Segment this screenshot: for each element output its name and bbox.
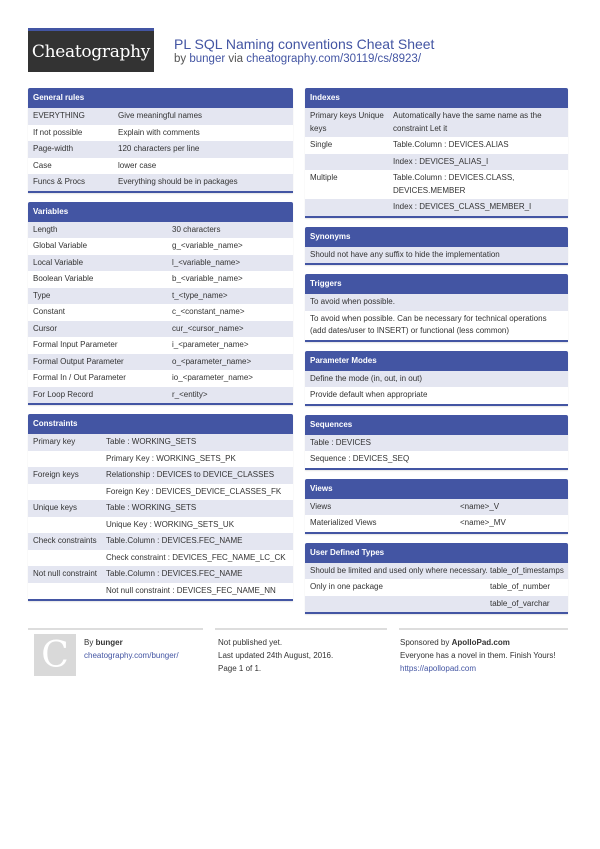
row-value: Table.Column : DEVICES.FEC_NAME	[106, 536, 243, 545]
row-label: Page-width	[33, 144, 74, 153]
table-row	[28, 141, 293, 158]
table-row	[305, 596, 568, 613]
row-value: Not null constraint : DEVICES_FEC_NAME_NN	[106, 585, 276, 595]
row-value: lower case	[118, 160, 157, 170]
row-value: Provide default when appropriate	[310, 390, 428, 399]
table-row	[28, 451, 293, 468]
row-value: Check constraint : DEVICES_FEC_NAME_LC_CK	[106, 552, 286, 562]
row-label: Case	[33, 160, 52, 170]
published-status: Not published yet.	[218, 638, 283, 647]
row-label: Materialized Views	[310, 518, 377, 527]
table-row	[28, 484, 293, 501]
section-heading: User Defined Types	[305, 543, 568, 563]
row-label: Formal Input Parameter	[33, 340, 118, 349]
row-label: Formal Output Parameter	[33, 356, 124, 366]
row-value: table_of_timestamps	[490, 565, 564, 575]
row-label: Global Variable	[33, 241, 88, 250]
row-value: 120 characters per line	[118, 144, 200, 153]
table-row	[28, 533, 293, 550]
row-value: Give meaningful names	[118, 111, 203, 120]
row-label: Unique keys	[33, 503, 78, 512]
page-title: PL SQL Naming conventions Cheat Sheet	[174, 36, 435, 52]
row-label: Check constraints	[33, 536, 97, 545]
row-label: Foreign keys	[33, 470, 79, 479]
table-row	[305, 247, 568, 264]
section-synonyms	[305, 227, 568, 266]
table-row	[305, 154, 568, 171]
row-value: Table.Column : DEVICES.FEC_NAME	[106, 569, 243, 578]
row-label: Views	[310, 501, 332, 511]
row-value: g_<variable_name>	[172, 241, 243, 250]
row-label: Only in one package	[310, 582, 383, 591]
row-label	[310, 201, 393, 214]
row-value: Explain with comments	[118, 127, 200, 137]
row-label: Multiple	[310, 173, 338, 182]
section-heading: General rules	[28, 88, 293, 108]
table-row	[28, 174, 293, 191]
footer-divider	[399, 628, 568, 630]
table-row	[28, 321, 293, 338]
row-value: <name>_V	[460, 501, 500, 511]
row-value: Foreign Key : DEVICES_DEVICE_CLASSES_FK	[106, 486, 282, 496]
footer-divider	[215, 628, 387, 630]
row-value: Table : WORKING_SETS	[106, 437, 197, 446]
table-row	[28, 108, 293, 125]
row-label: For Loop Record	[33, 389, 94, 399]
table-row	[28, 387, 293, 404]
row-label: Formal In / Out Parameter	[33, 373, 126, 382]
table-row	[305, 387, 568, 404]
table-row	[28, 550, 293, 567]
last-updated: Last updated 24th August, 2016.	[218, 651, 334, 660]
row-label: Primary key	[33, 437, 76, 446]
table-row	[28, 158, 293, 175]
right-column	[305, 88, 568, 614]
table-row	[28, 583, 293, 600]
row-label: Single	[310, 140, 333, 149]
table-row	[28, 271, 293, 288]
section-variables	[28, 202, 293, 406]
table-row	[305, 311, 568, 340]
table-row	[28, 238, 293, 255]
via-label: via	[228, 53, 244, 65]
row-label: Boolean Variable	[33, 274, 94, 283]
table-row	[305, 563, 568, 580]
row-label	[33, 453, 106, 466]
row-value: i_<parameter_name>	[172, 340, 249, 349]
footer-by-label: By	[84, 638, 94, 647]
row-value: b_<variable_name>	[172, 274, 243, 283]
row-value: 30 characters	[172, 224, 221, 234]
table-row	[28, 304, 293, 321]
row-label: Local Variable	[33, 257, 84, 267]
author-avatar: C	[34, 634, 76, 676]
sponsor-name: ApolloPad.com	[451, 638, 510, 647]
row-label	[310, 156, 393, 169]
footer-status	[218, 636, 333, 675]
row-label: Length	[33, 224, 58, 234]
row-value: Table : DEVICES	[310, 437, 371, 447]
page-number: Page 1 of 1.	[218, 664, 262, 673]
byline	[174, 53, 421, 65]
row-label	[33, 486, 106, 499]
row-label	[33, 552, 106, 565]
row-value: c_<constant_name>	[172, 307, 245, 316]
table-row	[305, 435, 568, 452]
table-row	[28, 337, 293, 354]
row-value: Index : DEVICES_CLASS_MEMBER_I	[393, 202, 532, 211]
section-parameter-modes	[305, 351, 568, 406]
row-value: io_<parameter_name>	[172, 373, 253, 382]
footer-author-link[interactable]: cheatography.com/bunger/	[84, 651, 179, 660]
table-row	[28, 125, 293, 142]
sheet-url-link[interactable]: cheatography.com/30119/cs/8923/	[246, 53, 422, 65]
table-row	[28, 370, 293, 387]
section-heading: Synonyms	[305, 227, 568, 247]
table-row	[28, 500, 293, 517]
row-value: Sequence : DEVICES_SEQ	[310, 454, 410, 463]
row-label: Constant	[33, 307, 66, 316]
table-row	[305, 371, 568, 388]
section-heading: Sequences	[305, 415, 568, 435]
row-value: Table.Column : DEVICES.ALIAS	[393, 140, 509, 149]
row-value: Define the mode (in, out, in out)	[310, 373, 423, 383]
left-column	[28, 88, 293, 601]
row-label: Type	[33, 290, 51, 300]
row-value: table_of_varchar	[490, 598, 550, 608]
row-value: Automatically have the same name as the constraint Let it	[393, 111, 542, 133]
row-label	[33, 585, 106, 598]
section-heading: Variables	[28, 202, 293, 222]
footer-author-name: bunger	[95, 638, 123, 647]
table-row	[28, 354, 293, 371]
section-heading: Triggers	[305, 274, 568, 294]
by-label: by	[174, 53, 187, 65]
row-value: Relationship : DEVICES to DEVICE_CLASSES	[106, 470, 275, 479]
section-user-defined-types	[305, 543, 568, 615]
row-label: Should be limited and used only where necessary.	[310, 565, 488, 575]
table-row	[305, 451, 568, 468]
row-value: Unique Key : WORKING_SETS_UK	[106, 519, 235, 529]
section-constraints	[28, 414, 293, 601]
section-triggers	[305, 274, 568, 342]
table-row	[305, 499, 568, 516]
row-label: Cursor	[33, 323, 58, 333]
table-row	[305, 137, 568, 154]
row-value: Table.Column : DEVICES.CLASS, DEVICES.MEMBER	[393, 173, 515, 195]
row-label	[310, 598, 490, 611]
section-general-rules	[28, 88, 293, 193]
section-indexes	[305, 88, 568, 218]
table-row	[305, 108, 568, 137]
table-row	[28, 255, 293, 272]
section-heading: Constraints	[28, 414, 293, 434]
row-value: cur_<cursor_name>	[172, 323, 244, 333]
row-label: EVERYTHING	[33, 111, 85, 120]
row-value: l_<variable_name>	[172, 257, 241, 267]
row-value: Primary Key : WORKING_SETS_PK	[106, 453, 236, 463]
table-row	[305, 199, 568, 216]
table-row	[28, 517, 293, 534]
table-row	[28, 222, 293, 239]
section-heading: Parameter Modes	[305, 351, 568, 371]
row-value: Index : DEVICES_ALIAS_I	[393, 156, 489, 166]
row-value: Should not have any suffix to hide the implementation	[310, 249, 500, 259]
row-value: t_<type_name>	[172, 290, 228, 300]
footer-author	[84, 636, 179, 662]
cheatography-logo[interactable]: Cheatography	[28, 28, 154, 72]
row-label: If not possible	[33, 127, 83, 137]
section-heading: Indexes	[305, 88, 568, 108]
section-heading: Views	[305, 479, 568, 499]
row-value: table_of_number	[490, 582, 551, 591]
row-label	[33, 519, 106, 532]
table-row	[28, 467, 293, 484]
row-value: To avoid when possible. Can be necessary for technical operations (add dates/user to INSERT) or functional (less common)	[310, 313, 547, 335]
section-sequences	[305, 415, 568, 470]
row-label: Not null constraint	[33, 569, 98, 578]
row-label: Funcs & Procs	[33, 177, 86, 186]
table-row	[28, 288, 293, 305]
table-row	[305, 170, 568, 199]
row-value: Everything should be in packages	[118, 177, 238, 186]
row-label: Primary keys Unique keys	[310, 111, 384, 133]
table-row	[28, 566, 293, 583]
footer-sponsor	[400, 636, 556, 675]
row-value: To avoid when possible.	[310, 297, 395, 306]
table-row	[28, 434, 293, 451]
table-row	[305, 579, 568, 596]
sponsor-tagline: Everyone has a novel in them. Finish Yours!	[400, 651, 556, 660]
author-link[interactable]: bunger	[189, 53, 226, 65]
row-value: o_<parameter_name>	[172, 356, 252, 366]
row-value: r_<entity>	[172, 389, 208, 399]
table-row	[305, 294, 568, 311]
sponsored-label: Sponsored by	[400, 638, 450, 647]
table-row	[305, 515, 568, 532]
row-value: Table : WORKING_SETS	[106, 503, 197, 512]
row-value: <name>_MV	[460, 518, 506, 527]
sponsor-link[interactable]: https://apollopad.com	[400, 664, 477, 673]
section-views	[305, 479, 568, 534]
footer-divider	[28, 628, 203, 630]
